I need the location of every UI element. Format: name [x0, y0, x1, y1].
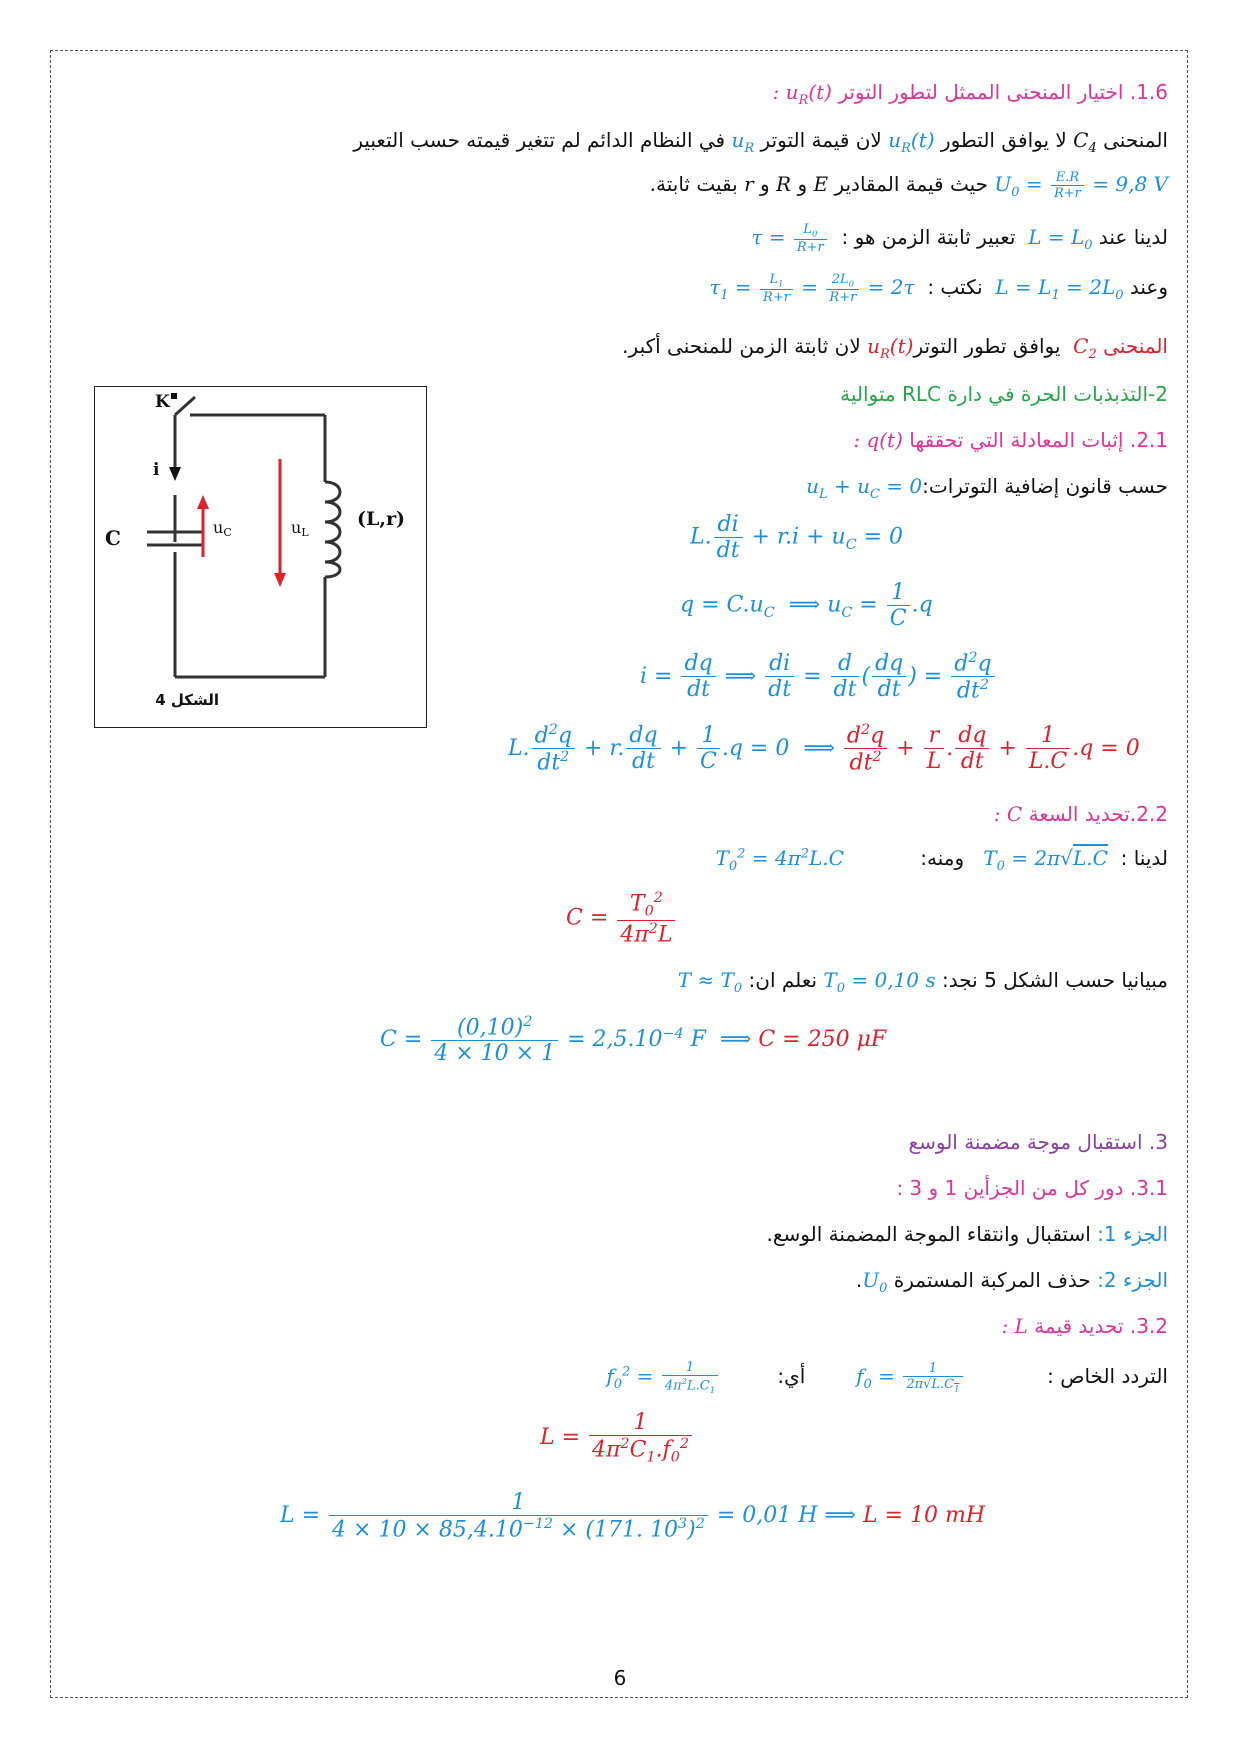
paragraph-period: لدينا : $T_0 = 2\pi√L.C$ ومنه: $T_0^2 = 4\pi^2L.C$: [715, 846, 1168, 874]
equation-inductance: L = $\frac{1}{4\pi^2C_1.f_0^2}$: [540, 1410, 694, 1466]
paragraph-graph: مبيانيا حسب الشكل 5 نجد: $T_0 = 0,10$ s نعلم ان: $T \approx T_0$: [677, 968, 1168, 996]
uc-arrow-icon: [197, 495, 209, 509]
figure-caption: الشكل 4: [155, 691, 219, 709]
equation-c-value: C = $\frac{(0,10)^2}{4 \times 10 \times 1}$ = $2,5.10^{-4}$ F ⟹ C = 250 μF: [380, 1014, 887, 1067]
current-arrow-icon: [169, 467, 181, 481]
ul-arrow-icon: [274, 573, 286, 587]
equation-l-value: L = $\frac{1}{4 \times 10 \times 85,4.10^{-12} \times (171. 10^3)^2}$ = 0,01 H ⟹ L = 10 mH: [280, 1490, 986, 1543]
circuit-figure: [94, 386, 427, 728]
paragraph-tau: لدينا عند $L = L_0$ تعبير ثابتة الزمن هو : τ = $\frac{L_0}{R+r}$: [751, 222, 1168, 255]
section-2-1-title: 2.1. إثبات المعادلة التي تحققها q(t) :: [853, 428, 1168, 452]
paragraph-c4: المنحنى $C_4$ لا يوافق التطور $u_R(t)$ لان قيمة التوتر $u_R$ في النظام الدائم لم تتغير قيمته حسب التعبير: [353, 128, 1168, 156]
section-2-2-title: 2.2.تحديد السعة C :: [993, 802, 1168, 826]
paragraph-u0: $U_0$ = $\frac{E.R}{R+r}$ = 9,8 V حيث قيمة المقادير E و R و r بقيت ثابتة.: [649, 170, 1168, 201]
coil-label: (L,r): [357, 508, 405, 530]
paragraph-additivity: حسب قانون إضافية $التوترات:u_L + u_C = 0$: [806, 474, 1168, 502]
paragraph-frequency: التردد الخاص : $f_0$ = $\frac{1}{2\pi√L.C_1}$ أي: $f_0^2$ = $\frac{1}{4\pi^2L.C_1}$: [606, 1360, 1168, 1395]
circuit-diagram: [95, 387, 425, 726]
switch-label: K: [155, 392, 170, 412]
current-label: i: [153, 460, 160, 480]
uc-label: uC: [213, 518, 232, 539]
page-number: 6: [613, 1666, 627, 1690]
section-3-2-title: 3.2. تحديد قيمة L :: [1001, 1314, 1168, 1338]
equation-capacitance: C = $\frac{T_0^2}{4\pi^2L}$: [566, 890, 677, 947]
paragraph-part2: الجزء 2: حذف المركبة المستمرة $U_0$.: [855, 1268, 1168, 1296]
equation-charge: $q = C.u_C$ ⟹ $u_C$ = $\frac{1}{C}$ .q: [680, 580, 933, 631]
ul-label: uL: [291, 518, 309, 539]
coil-icon: [325, 482, 340, 577]
uR-symbol: $u_R(t)$ :: [772, 80, 832, 108]
equation-current: i = $\frac{dq}{dt}$ ⟹ $\frac{di}{dt}$ = $\frac{d}{dt}$ ( $\frac{dq}{dt}$ ) = $\frac{d^2q}{dt^2}$: [640, 650, 997, 704]
paragraph-part1: الجزء 1: استقبال وانتقاء الموجة المضمنة الوسع.: [766, 1222, 1168, 1246]
section-3-1-title: 3.1. دور كل من الجزأين 1 و 3 :: [896, 1176, 1168, 1200]
capacitor-label: C: [105, 526, 121, 550]
switch-lever: [175, 397, 195, 415]
paragraph-tau1: وعند $L = L_1 = 2L_0$ نكتب : $\tau_1$ = $\frac{L_1}{R+r}$ = $\frac{2L_0}{R+r}$ = 2τ: [709, 272, 1168, 305]
equation-differential: L. $\frac{d^2q}{dt^2}$ + r. $\frac{dq}{dt}$ + $\frac{1}{C}$ .q = 0 ⟹ $\frac{d^2q}{dt^2}$ + $\frac{r}{L}$ . $\frac{dq}{dt}$ + $\frac{1}{L.C}$ .q = 0: [508, 722, 1140, 776]
section-2-title: 2-التذبذبات الحرة في دارة RLC متوالية: [840, 382, 1168, 406]
section-1-6-title: 1.6. اختيار المنحنى الممثل لتطور التوتر $u_R(t)$ :: [772, 80, 1168, 108]
paragraph-c2: المنحنى $C_2$ يوافق تطور التوترu$_R$(t) لان ثابتة الزمن للمنحنى أكبر.: [622, 334, 1168, 362]
section-3-title: 3. استقبال موجة مضمنة الوسع: [908, 1130, 1168, 1154]
equation-loop: L. $\frac{di}{dt}$ + $r.i + u_C = 0$: [690, 512, 904, 563]
